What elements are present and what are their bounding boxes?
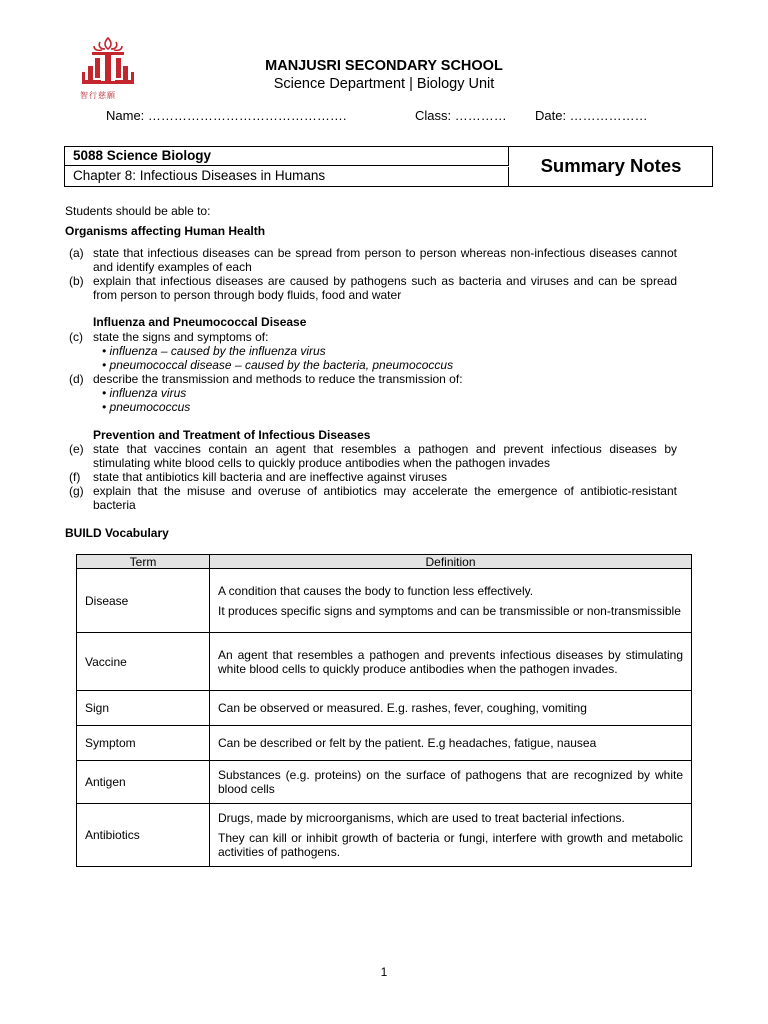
objectives-intro: Students should be able to:: [65, 204, 211, 218]
definition-text: An agent that resembles a pathogen and prevents infectious diseases by stimulating white blood cells to quickly produce antibodies when the pathogen invades.: [218, 647, 683, 676]
objective-text: explain that the misuse and overuse of antibiotics may accelerate the emergence of antibiotic-resistant bacteria: [93, 484, 677, 512]
term-cell: Vaccine: [77, 633, 210, 691]
table-row: [77, 726, 692, 761]
objective-label: (e): [69, 442, 84, 456]
objective-label: (a): [69, 246, 84, 260]
section-heading-prevention: Prevention and Treatment of Infectious Diseases: [93, 428, 371, 442]
definition-cell: [210, 761, 692, 804]
term-cell: Symptom: [77, 726, 210, 761]
objective-text: explain that infectious diseases are caused by pathogens such as bacteria and viruses and can be spread from person to person through body fluids, food and water: [93, 274, 677, 302]
definition-cell: [210, 691, 692, 726]
definition-text: It produces specific signs and symptoms and can be transmissible or non-transmissible: [218, 603, 681, 618]
bullet-influenza: • influenza – caused by the influenza virus: [102, 344, 326, 358]
bullet-pneumococcal: • pneumococcal disease – caused by the bacteria, pneumococcus: [102, 358, 454, 372]
title-box: [64, 146, 713, 187]
table-row: [77, 569, 692, 633]
term-cell: Antigen: [77, 761, 210, 804]
definition-text: Drugs, made by microorganisms, which are used to treat bacterial infections.: [218, 811, 625, 825]
definition-cell: [210, 804, 692, 867]
term-cell: Antibiotics: [77, 804, 210, 867]
course-title: 5088 Science Biology: [65, 147, 509, 166]
table-row: [77, 691, 692, 726]
definition-text: They can kill or inhibit growth of bacteria or fungi, interfere with growth and metabolic activities of pathogens.: [218, 831, 683, 859]
objective-text: state that infectious diseases can be spread from person to person whereas non-infectious diseases cannot and identify examples of each: [93, 246, 677, 274]
date-field: Date: ………………: [535, 108, 648, 123]
school-name: MANJUSRI SECONDARY SCHOOL: [265, 58, 503, 74]
bullet-influenza-virus: • influenza virus: [102, 386, 187, 400]
table-header-row: [77, 555, 692, 569]
definition-text: Can be observed or measured. E.g. rashes, fever, coughing, vomiting: [218, 701, 587, 715]
objective-label: (d): [69, 372, 84, 386]
objective-text: state that vaccines contain an agent that resembles a pathogen and prevent infectious diseases by stimulating white blood cells to quickly produce antibodies when the pathogen invades: [93, 442, 677, 470]
column-header-definition: Definition: [210, 555, 692, 569]
definition-cell: [210, 726, 692, 761]
section-heading-organisms: Organisms affecting Human Health: [65, 224, 266, 238]
page-number: 1: [380, 965, 388, 979]
definition-text: A condition that causes the body to function less effectively.: [218, 583, 534, 598]
objective-label: (f): [69, 470, 81, 484]
bullet-pneumococcus: • pneumococcus: [102, 400, 191, 414]
logo-motto: 智行慈願: [80, 91, 116, 100]
objective-label: (b): [69, 274, 84, 288]
objective-text: state the signs and symptoms of:: [93, 330, 269, 344]
objective-label: (c): [69, 330, 83, 344]
name-field: Name: ……………………………………….: [106, 108, 347, 123]
objective-text: state that antibiotics kill bacteria and are ineffective against viruses: [93, 470, 447, 484]
definition-cell: [210, 633, 692, 691]
definition-cell: [210, 569, 692, 633]
section-heading-influenza: Influenza and Pneumococcal Disease: [93, 315, 307, 329]
document-type: Summary Notes: [540, 155, 682, 176]
term-cell: Disease: [77, 569, 210, 633]
class-field: Class: …………: [415, 108, 507, 123]
table-row: [77, 761, 692, 804]
department-name: Science Department | Biology Unit: [273, 76, 495, 92]
table-row: [77, 804, 692, 867]
column-header-term: Term: [77, 555, 210, 569]
definition-text: Substances (e.g. proteins) on the surface of pathogens that are recognized by white blood cells: [218, 768, 683, 796]
chapter-title: Chapter 8: Infectious Diseases in Humans: [65, 167, 509, 186]
term-cell: Sign: [77, 691, 210, 726]
table-row: [77, 633, 692, 691]
objective-label: (g): [69, 484, 84, 498]
vocabulary-table: [76, 554, 692, 867]
vocabulary-heading: BUILD Vocabulary: [65, 526, 169, 540]
objective-text: describe the transmission and methods to reduce the transmission of:: [93, 372, 463, 386]
definition-text: Can be described or felt by the patient. E.g headaches, fatigue, nausea: [218, 736, 597, 750]
